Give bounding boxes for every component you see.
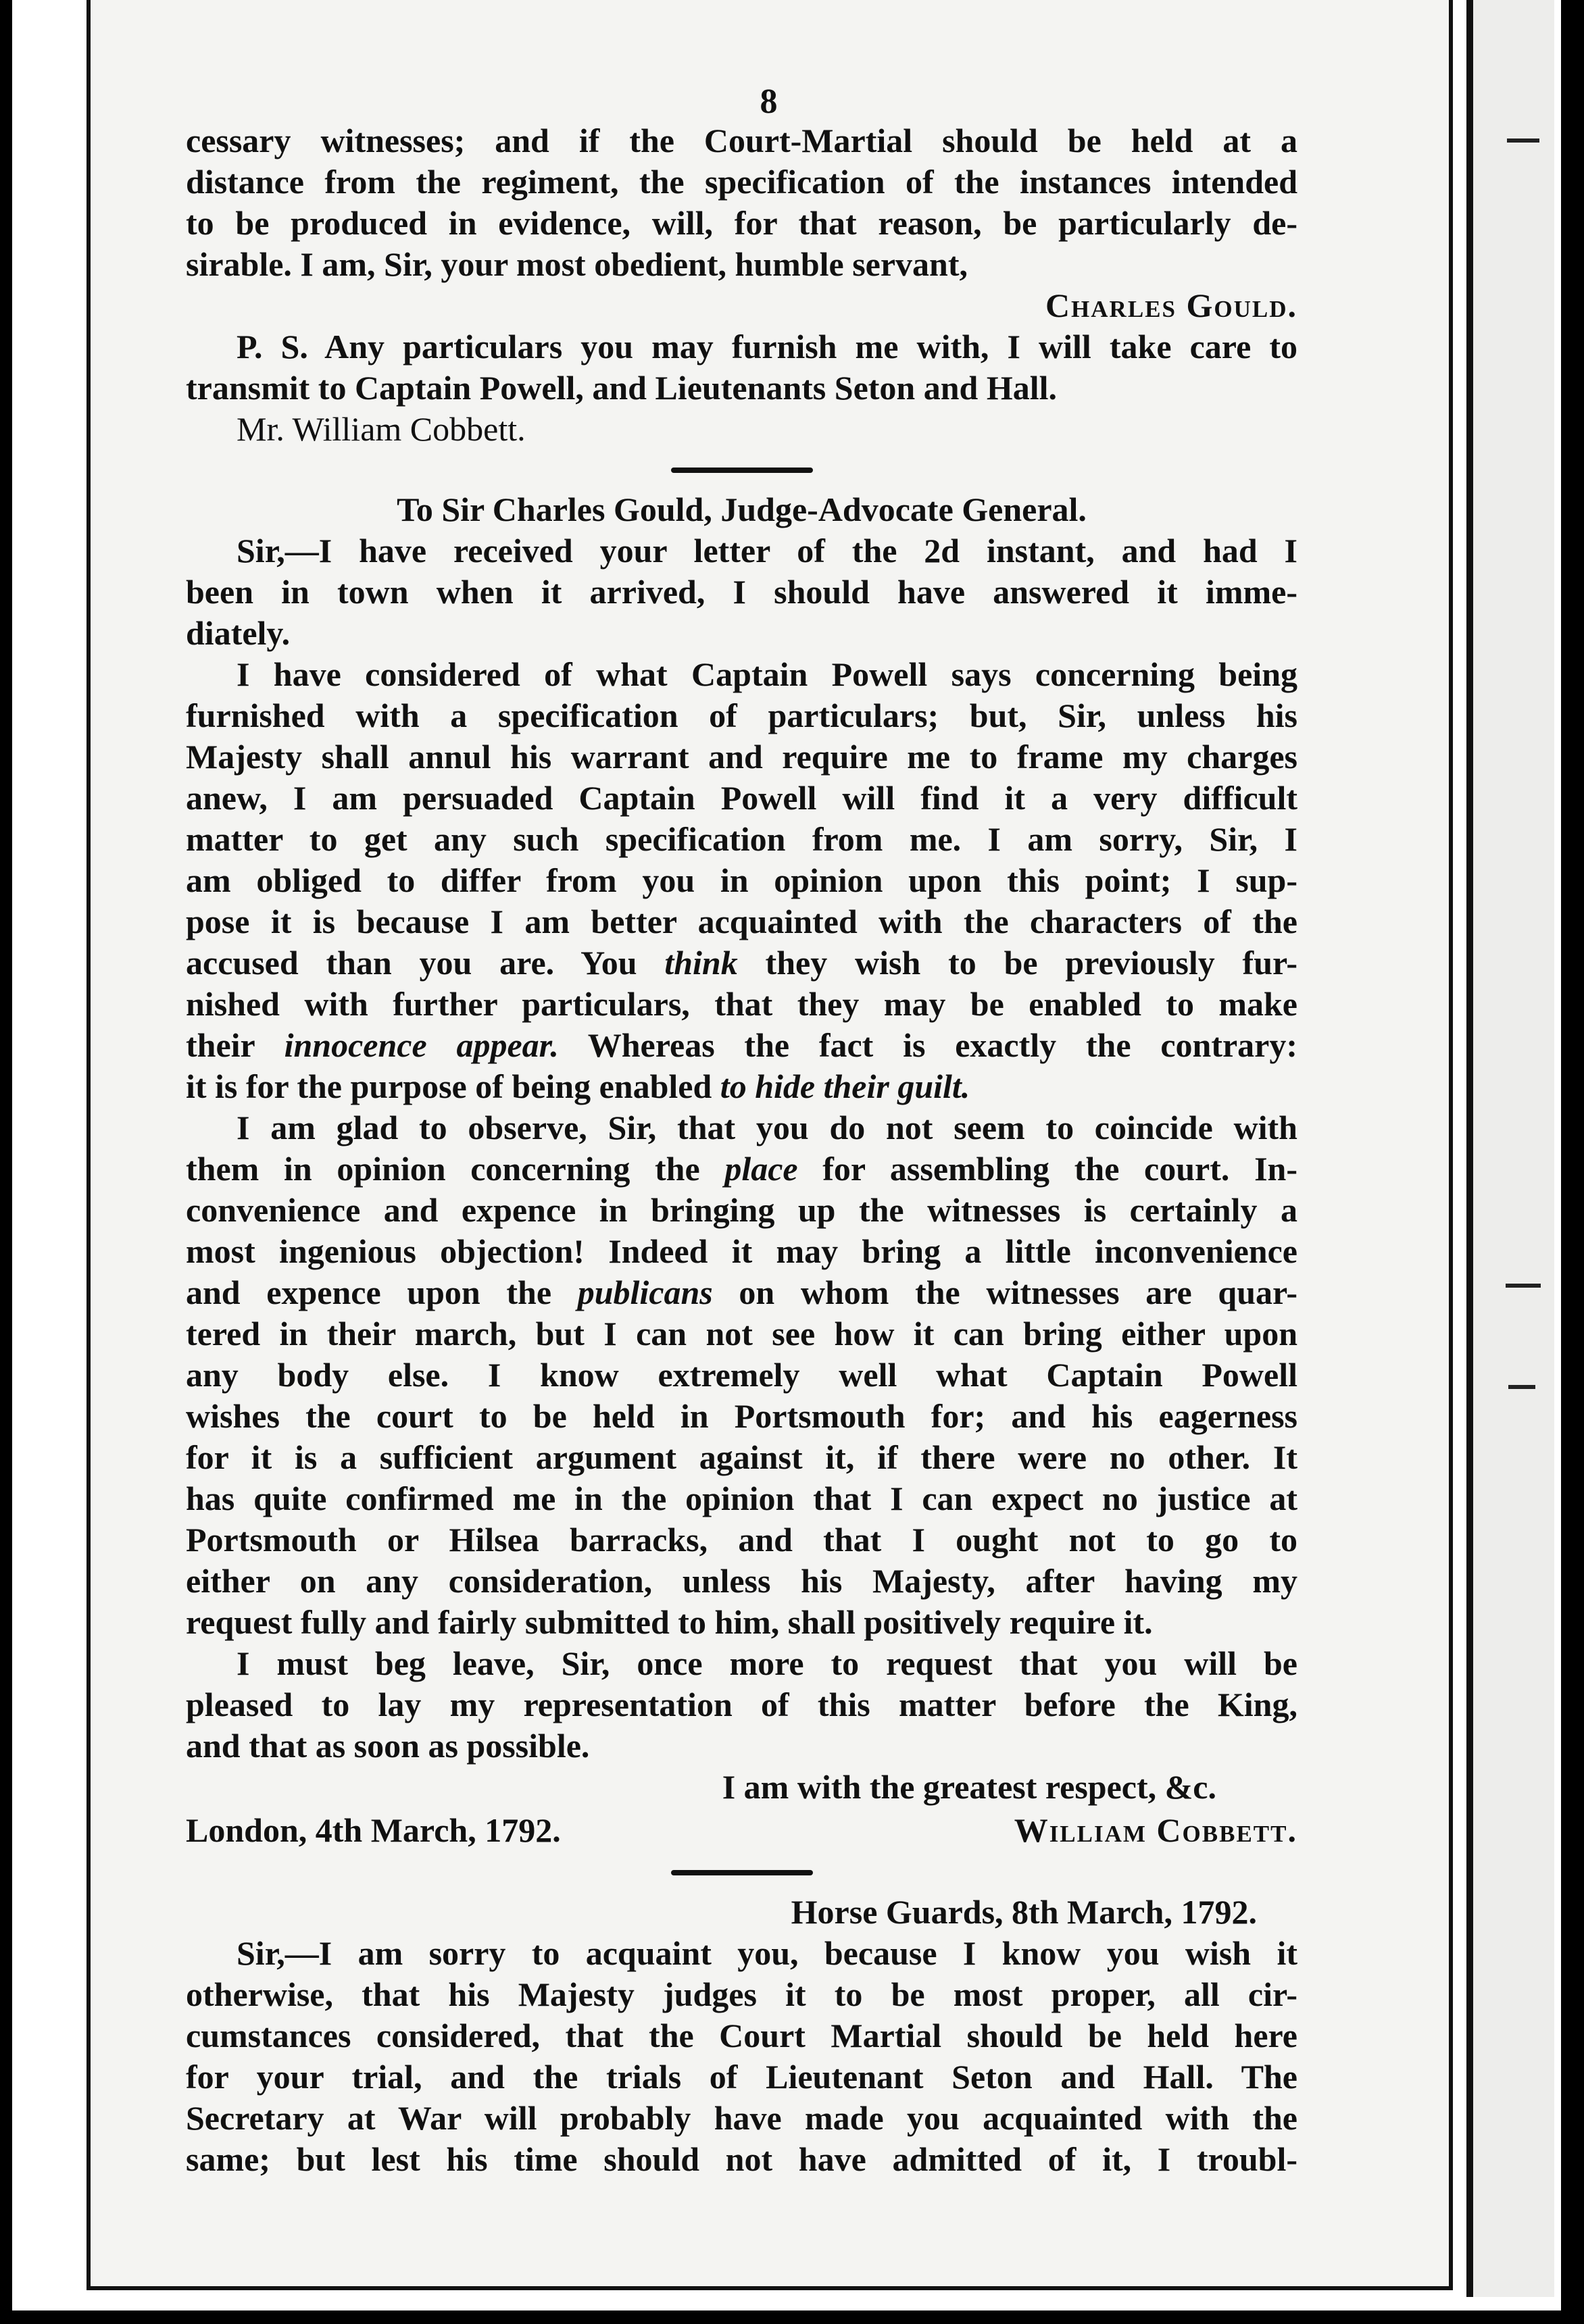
text-line: Majesty shall annul his warrant and require me to frame my charges <box>186 738 1297 776</box>
text-line <box>186 1066 1297 1107</box>
text-line: Secretary at War will probably have made you acquainted with the <box>186 2099 1297 2137</box>
text-segment: their <box>186 1026 284 1064</box>
text-segment: they wish to be previously fur- <box>737 944 1297 982</box>
postscript-line: P. S. Any particulars you may furnish me with, I will take care to <box>237 328 1297 365</box>
text-line: nished with further particulars, that they may be enabled to make <box>186 985 1297 1023</box>
text-line: Sir,—I have received your letter of the 2d instant, and had I <box>237 532 1297 570</box>
text-line <box>186 1272 1297 1313</box>
text-line: am obliged to differ from you in opinion upon this point; I sup- <box>186 861 1297 899</box>
text-line: cumstances considered, that the Court Martial should be held here <box>186 2017 1297 2054</box>
text-line: most ingenious objection! Indeed it may bring a little inconvenience <box>186 1232 1297 1270</box>
text-line <box>186 1148 1297 1190</box>
text-line: tered in their march, but I can not see how it can bring either upon <box>186 1315 1297 1353</box>
text-line: Portsmouth or Hilsea barracks, and that I ought not to go to <box>186 1521 1297 1559</box>
text-line: has quite confirmed me in the opinion that I can expect no justice at <box>186 1480 1297 1517</box>
page-number: 8 <box>760 82 778 121</box>
text-segment: and expence upon the <box>186 1273 578 1311</box>
letter-2 <box>186 489 1297 1852</box>
text-segment: for assembling the court. In- <box>797 1150 1297 1188</box>
postscript-line: transmit to Captain Powell, and Lieutenants Seton and Hall. <box>186 369 1058 407</box>
text-line: sirable. I am, Sir, your most obedient, humble servant, <box>186 245 968 283</box>
text-segment: them in opinion concerning the <box>186 1150 725 1188</box>
text-line: otherwise, that his Majesty judges it to be most proper, all cir- <box>186 1975 1297 2013</box>
place-date: Horse Guards, 8th March, 1792. <box>791 1893 1257 1931</box>
text-line: diately. <box>186 614 291 652</box>
text-line: wishes the court to be held in Portsmouth for; and his eagerness <box>186 1397 1297 1435</box>
signature-charles-gould: Charles Gould. <box>1045 286 1297 324</box>
text-line: request fully and fairly submitted to him, shall positively require it. <box>186 1603 1153 1641</box>
signature-william-cobbett: William Cobbett. <box>1014 1811 1297 1849</box>
text-line: same; but lest his time should not have admitted of it, I troubl- <box>186 2140 1297 2178</box>
section-rule <box>671 1870 813 1875</box>
text-line: I am glad to observe, Sir, that you do not seem to coincide with <box>237 1109 1297 1146</box>
text-line: matter to get any such specification from me. I am sorry, Sir, I <box>186 820 1297 858</box>
text-line <box>186 1025 1297 1066</box>
adjacent-page-edge <box>1466 0 1554 2297</box>
text-line: convenience and expence in bringing up the witnesses is certainly a <box>186 1191 1297 1229</box>
section-rule <box>671 468 813 473</box>
text-line: distance from the regiment, the specification of the instances intended <box>186 163 1297 201</box>
text-line: pose it is because I am better acquainted with the characters of the <box>186 903 1297 940</box>
text-segment: Whereas the fact is exactly the contrary: <box>558 1026 1297 1064</box>
signature-row <box>186 1808 1297 1852</box>
text-line: and that as soon as possible. <box>186 1727 590 1765</box>
text-line: I must beg leave, Sir, once more to request that you will be <box>237 1644 1297 1682</box>
text-segment: accused than you are. You <box>186 944 665 982</box>
adjacent-page-mark <box>1506 1284 1541 1288</box>
text-segment: it is for the purpose of being enabled <box>186 1067 720 1105</box>
letter-1-ending <box>186 120 1297 450</box>
letter-3 <box>186 1892 1297 2180</box>
text-line: for it is a sufficient argument against it, if there were no other. It <box>186 1438 1297 1476</box>
italic-text: to hide their guilt. <box>720 1067 970 1105</box>
text-line: Sir,—I am sorry to acquaint you, because I know you wish it <box>237 1934 1297 1972</box>
letter-heading: To Sir Charles Gould, Judge-Advocate General. <box>397 490 1087 528</box>
text-line: either on any consideration, unless his Majesty, after having my <box>186 1562 1297 1600</box>
italic-text: publicans <box>577 1273 713 1311</box>
text-line <box>186 942 1297 984</box>
text-line: for your trial, and the trials of Lieutenant Seton and Hall. The <box>186 2058 1297 2096</box>
text-line: anew, I am persuaded Captain Powell will find it a very difficult <box>186 779 1297 817</box>
italic-text: place <box>724 1150 798 1188</box>
text-line: I have considered of what Captain Powell says concerning being <box>237 655 1297 693</box>
closing-salutation: I am with the greatest respect, &c. <box>722 1768 1216 1806</box>
adjacent-page-mark <box>1507 138 1539 143</box>
italic-text: think <box>664 944 738 982</box>
addressee: Mr. William Cobbett. <box>237 410 526 448</box>
text-line: any body else. I know extremely well what Captain Powell <box>186 1356 1297 1394</box>
text-line: pleased to lay my representation of this matter before the King, <box>186 1686 1297 1723</box>
italic-text: innocence appear. <box>284 1026 559 1064</box>
text-segment: on whom the witnesses are quar- <box>712 1273 1297 1311</box>
adjacent-page-mark <box>1508 1385 1535 1389</box>
page-text <box>186 81 1297 2180</box>
text-line: been in town when it arrived, I should have answered it imme- <box>186 573 1297 611</box>
text-line: furnished with a specification of particulars; but, Sir, unless his <box>186 697 1297 734</box>
place-date: London, 4th March, 1792. <box>186 1811 561 1849</box>
text-line: cessary witnesses; and if the Court-Martial should be held at a <box>186 122 1297 159</box>
text-line: to be produced in evidence, will, for that reason, be particularly de- <box>186 204 1297 242</box>
